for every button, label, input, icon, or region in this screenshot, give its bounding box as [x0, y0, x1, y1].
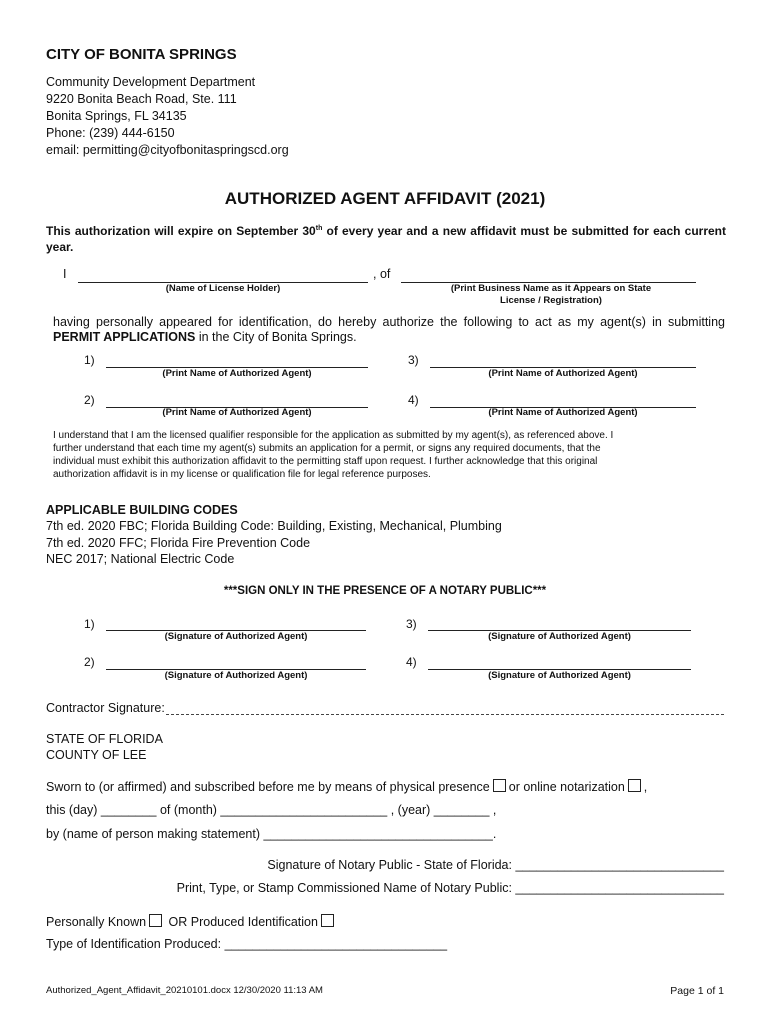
state-label: STATE OF FLORIDA: [46, 732, 163, 746]
city-title: CITY OF BONITA SPRINGS: [46, 46, 237, 63]
agent-signature-caption: (Signature of Authorized Agent): [488, 631, 631, 642]
permit-applications: PERMIT APPLICATIONS: [53, 330, 196, 344]
agent-number: 2): [84, 655, 95, 669]
notary-signature-line[interactable]: Signature of Notary Public - State of Florida: ______________________________: [267, 858, 724, 872]
address-line: Bonita Springs, FL 34135: [46, 109, 187, 123]
page-title: AUTHORIZED AGENT AFFIDAVIT (2021): [224, 189, 546, 208]
appeared-text-2: [53, 330, 357, 344]
county-label: COUNTY OF LEE: [46, 748, 147, 762]
physical-presence-checkbox[interactable]: [493, 779, 506, 792]
business-caption: License / Registration): [500, 295, 602, 306]
expiry-text-rest: of every year and a new affidavit must be submitted for each current year.: [46, 224, 726, 254]
agent-number: 1): [84, 617, 95, 631]
expiry-notice: [46, 221, 726, 255]
agent-print-caption: (Print Name of Authorized Agent): [488, 407, 638, 418]
footer-file-info: Authorized_Agent_Affidavit_20210101.docx 12/30/2020 11:13 AM: [46, 985, 323, 996]
code-line: 7th ed. 2020 FBC; Florida Building Code: Building, Existing, Mechanical, Plumbing: [46, 519, 502, 533]
appeared-text: having personally appeared for identification, do hereby authorize the following to act as my agent(s) in submitting: [53, 315, 725, 329]
agent-signature-caption: (Signature of Authorized Agent): [164, 670, 308, 681]
personally-known-checkbox[interactable]: [149, 914, 162, 927]
address-line: Phone: (239) 444-6150: [46, 126, 175, 140]
agent-print-caption: (Print Name of Authorized Agent): [162, 407, 312, 418]
address-line: 9220 Bonita Beach Road, Ste. 111: [46, 92, 237, 106]
expiry-text: This authorization will expire on September 30: [46, 224, 316, 238]
personally-known-label: Personally Known: [46, 915, 147, 929]
agent-number: 3): [406, 617, 417, 631]
identification-options: [46, 914, 337, 929]
sworn-text: Sworn to (or affirmed) and subscribed before me by means of physical presence: [46, 780, 490, 794]
online-text: or online notarization: [508, 780, 625, 794]
notary-print-name-line[interactable]: Print, Type, or Stamp Commissioned Name of Notary Public: ______________________________: [176, 881, 724, 895]
page-number: Page 1 of 1: [670, 985, 724, 997]
understand-line: further understand that each time my agent(s) submits an application for a permit, or signs any required documents, that the: [53, 443, 601, 454]
agent-number: 1): [84, 353, 95, 367]
understand-line: authorization affidavit is in my license or qualification file for legal reference purposes.: [53, 469, 431, 480]
business-caption: (Print Business Name as it Appears on State: [450, 283, 652, 294]
understand-line: I understand that I am the licensed qualifier responsible for the application as submitted by my agent(s), as referenced above. I: [53, 430, 614, 441]
understand-line: individual must exhibit this authorization affidavit to the permitting staff upon request. I further acknowledge that this original: [53, 456, 598, 467]
code-line: 7th ed. 2020 FFC; Florida Fire Prevention Code: [46, 536, 311, 550]
agent-signature-caption: (Signature of Authorized Agent): [164, 631, 308, 642]
license-holder-caption: (Name of License Holder): [165, 283, 281, 294]
person-line[interactable]: by (name of person making statement) _________________________________.: [46, 827, 497, 841]
agent-number: 4): [406, 655, 417, 669]
code-line: NEC 2017; National Electric Code: [46, 552, 235, 566]
notary-notice: ***SIGN ONLY IN THE PRESENCE OF A NOTARY PUBLIC***: [223, 585, 547, 597]
online-notarization-checkbox[interactable]: [628, 779, 641, 792]
agent-signature-caption: (Signature of Authorized Agent): [488, 670, 631, 681]
sworn-line: [46, 779, 647, 794]
or-label: OR: [168, 915, 188, 929]
sworn-end: ,: [643, 780, 648, 794]
expiry-sup: th: [315, 225, 323, 232]
agent-print-caption: (Print Name of Authorized Agent): [488, 368, 638, 379]
date-line[interactable]: this (day) ________ of (month) ________________________ , (year) ________ ,: [46, 803, 497, 817]
address-line: Community Development Department: [46, 75, 256, 89]
agent-print-caption: (Print Name of Authorized Agent): [162, 368, 312, 379]
contractor-signature-line[interactable]: [166, 714, 724, 715]
email-line: email: permitting@cityofbonitaspringscd.org: [46, 143, 289, 157]
produced-identification-checkbox[interactable]: [321, 914, 334, 927]
holder-of: , of: [373, 267, 391, 281]
id-type-line[interactable]: Type of Identification Produced: ________________________________: [46, 937, 448, 951]
appeared-rest: in the City of Bonita Springs.: [195, 330, 357, 344]
agent-number: 2): [84, 393, 95, 407]
agent-number: 4): [408, 393, 419, 407]
holder-prefix: I: [63, 267, 67, 281]
contractor-signature-label: Contractor Signature:: [46, 701, 165, 715]
codes-heading: APPLICABLE BUILDING CODES: [46, 503, 238, 517]
agent-number: 3): [408, 353, 419, 367]
produced-identification-label: Produced Identification: [190, 915, 318, 929]
